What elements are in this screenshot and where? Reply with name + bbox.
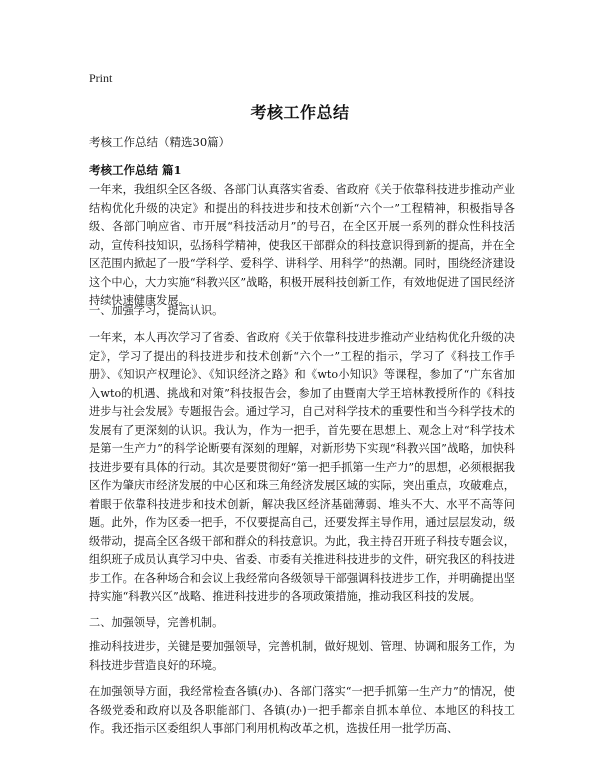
paragraph-leadership-detail: 在加强领导方面，我经常检查各镇(办)、各部门落实“一把手抓第一生产力”的情况，使各级党委和政府以及各职能部门、各镇(办)一把手都亲自抓本单位、本地区的科技工作。我还指示区委组织人事部门利用机构改革之机，选拔任用一批学历高、: [89, 685, 515, 735]
section-heading: 考核工作总结 篇1: [89, 163, 182, 177]
document-subtitle: 考核工作总结（精选30篇）: [89, 135, 231, 149]
heading-leadership: 二、加强领导，完善机制。: [89, 616, 224, 629]
paragraph-study: 一年来，本人再次学习了省委、省政府《关于依靠科技进步推动产业结构优化升级的决定》，学习了提出的科技进步和技术创新“六个一”工程的指示，学习了《科技工作手册》、《知识产权理论》、《知识经济之路》和《wto小知识》等课程，参加了“广东省加入wto的机遇、挑战和对策”科技报告会，参加了由暨南大学王培林教授所作的《科技进步与社会发展》专题报告会。通过学习，自己对科学技术的重要性和当今科学技术的发展有了更深刻的认识。我认为，作为一把手，首先要在思想上、观念上对“科学技术是第一生产力”的科学论断要有深刻的理解，对新形势下实现“科教兴国”战略，加快科技进步要有具体的行动。其次是要贯彻好“第一把手抓第一生产力”的思想，必须根据我区作为肇庆市经济发展的中心区和珠三角经济发展区域的实际，突出重点，攻破难点，着眼于依靠科技进步和技术创新，解决我区经济基础薄弱、堆头不大、水平不高等问题。此外，作为区委一把手，不仅要提高自己，还要发挥主导作用，通过层层发动，级级带动，提高全区各级干部和群众的科技意识。为此，我主持召开班子科技专题会议，组织班子成员认真学习中央、省委、市委有关推进科技进步的文件，研究我区的科技进步工作。在各种场合和会议上我经常向各级领导干部强调科技进步工作，并明确提出坚持实施“科教兴区”战略、推进科技进步的各项政策措施，推动我区科技的发展。: [89, 331, 515, 603]
heading-study: 一、加强学习，提高认识。: [89, 304, 224, 317]
document-title: 考核工作总结: [250, 103, 350, 122]
paragraph-leadership: 推动科技进步，关键是要加强领导，完善机制，做好规划、管理、协调和服务工作，为科技进步营造良好的环境。: [89, 640, 515, 672]
print-label: Print: [89, 71, 113, 85]
paragraph-intro: 一年来，我组织全区各级、各部门认真落实省委、省政府《关于依靠科技进步推动产业结构优化升级的决定》和提出的科技进步和技术创新“六个一”工程精神，积极指导各级、各部门响应省、市开展“科技活动月”的号召，在全区开展一系列的群众性科技活动，宣传科技知识，弘扬科学精神，使我区干部群众的科技意识得到新的提高，并在全区范围内掀起了一股“学科学、爱科学、讲科学、用科学”的热潮。同时，围绕经济建设这个中心，大力实施“科教兴区”战略，积极开展科技创新工作，有效地促进了国民经济持续快速健康发展。: [89, 183, 515, 307]
